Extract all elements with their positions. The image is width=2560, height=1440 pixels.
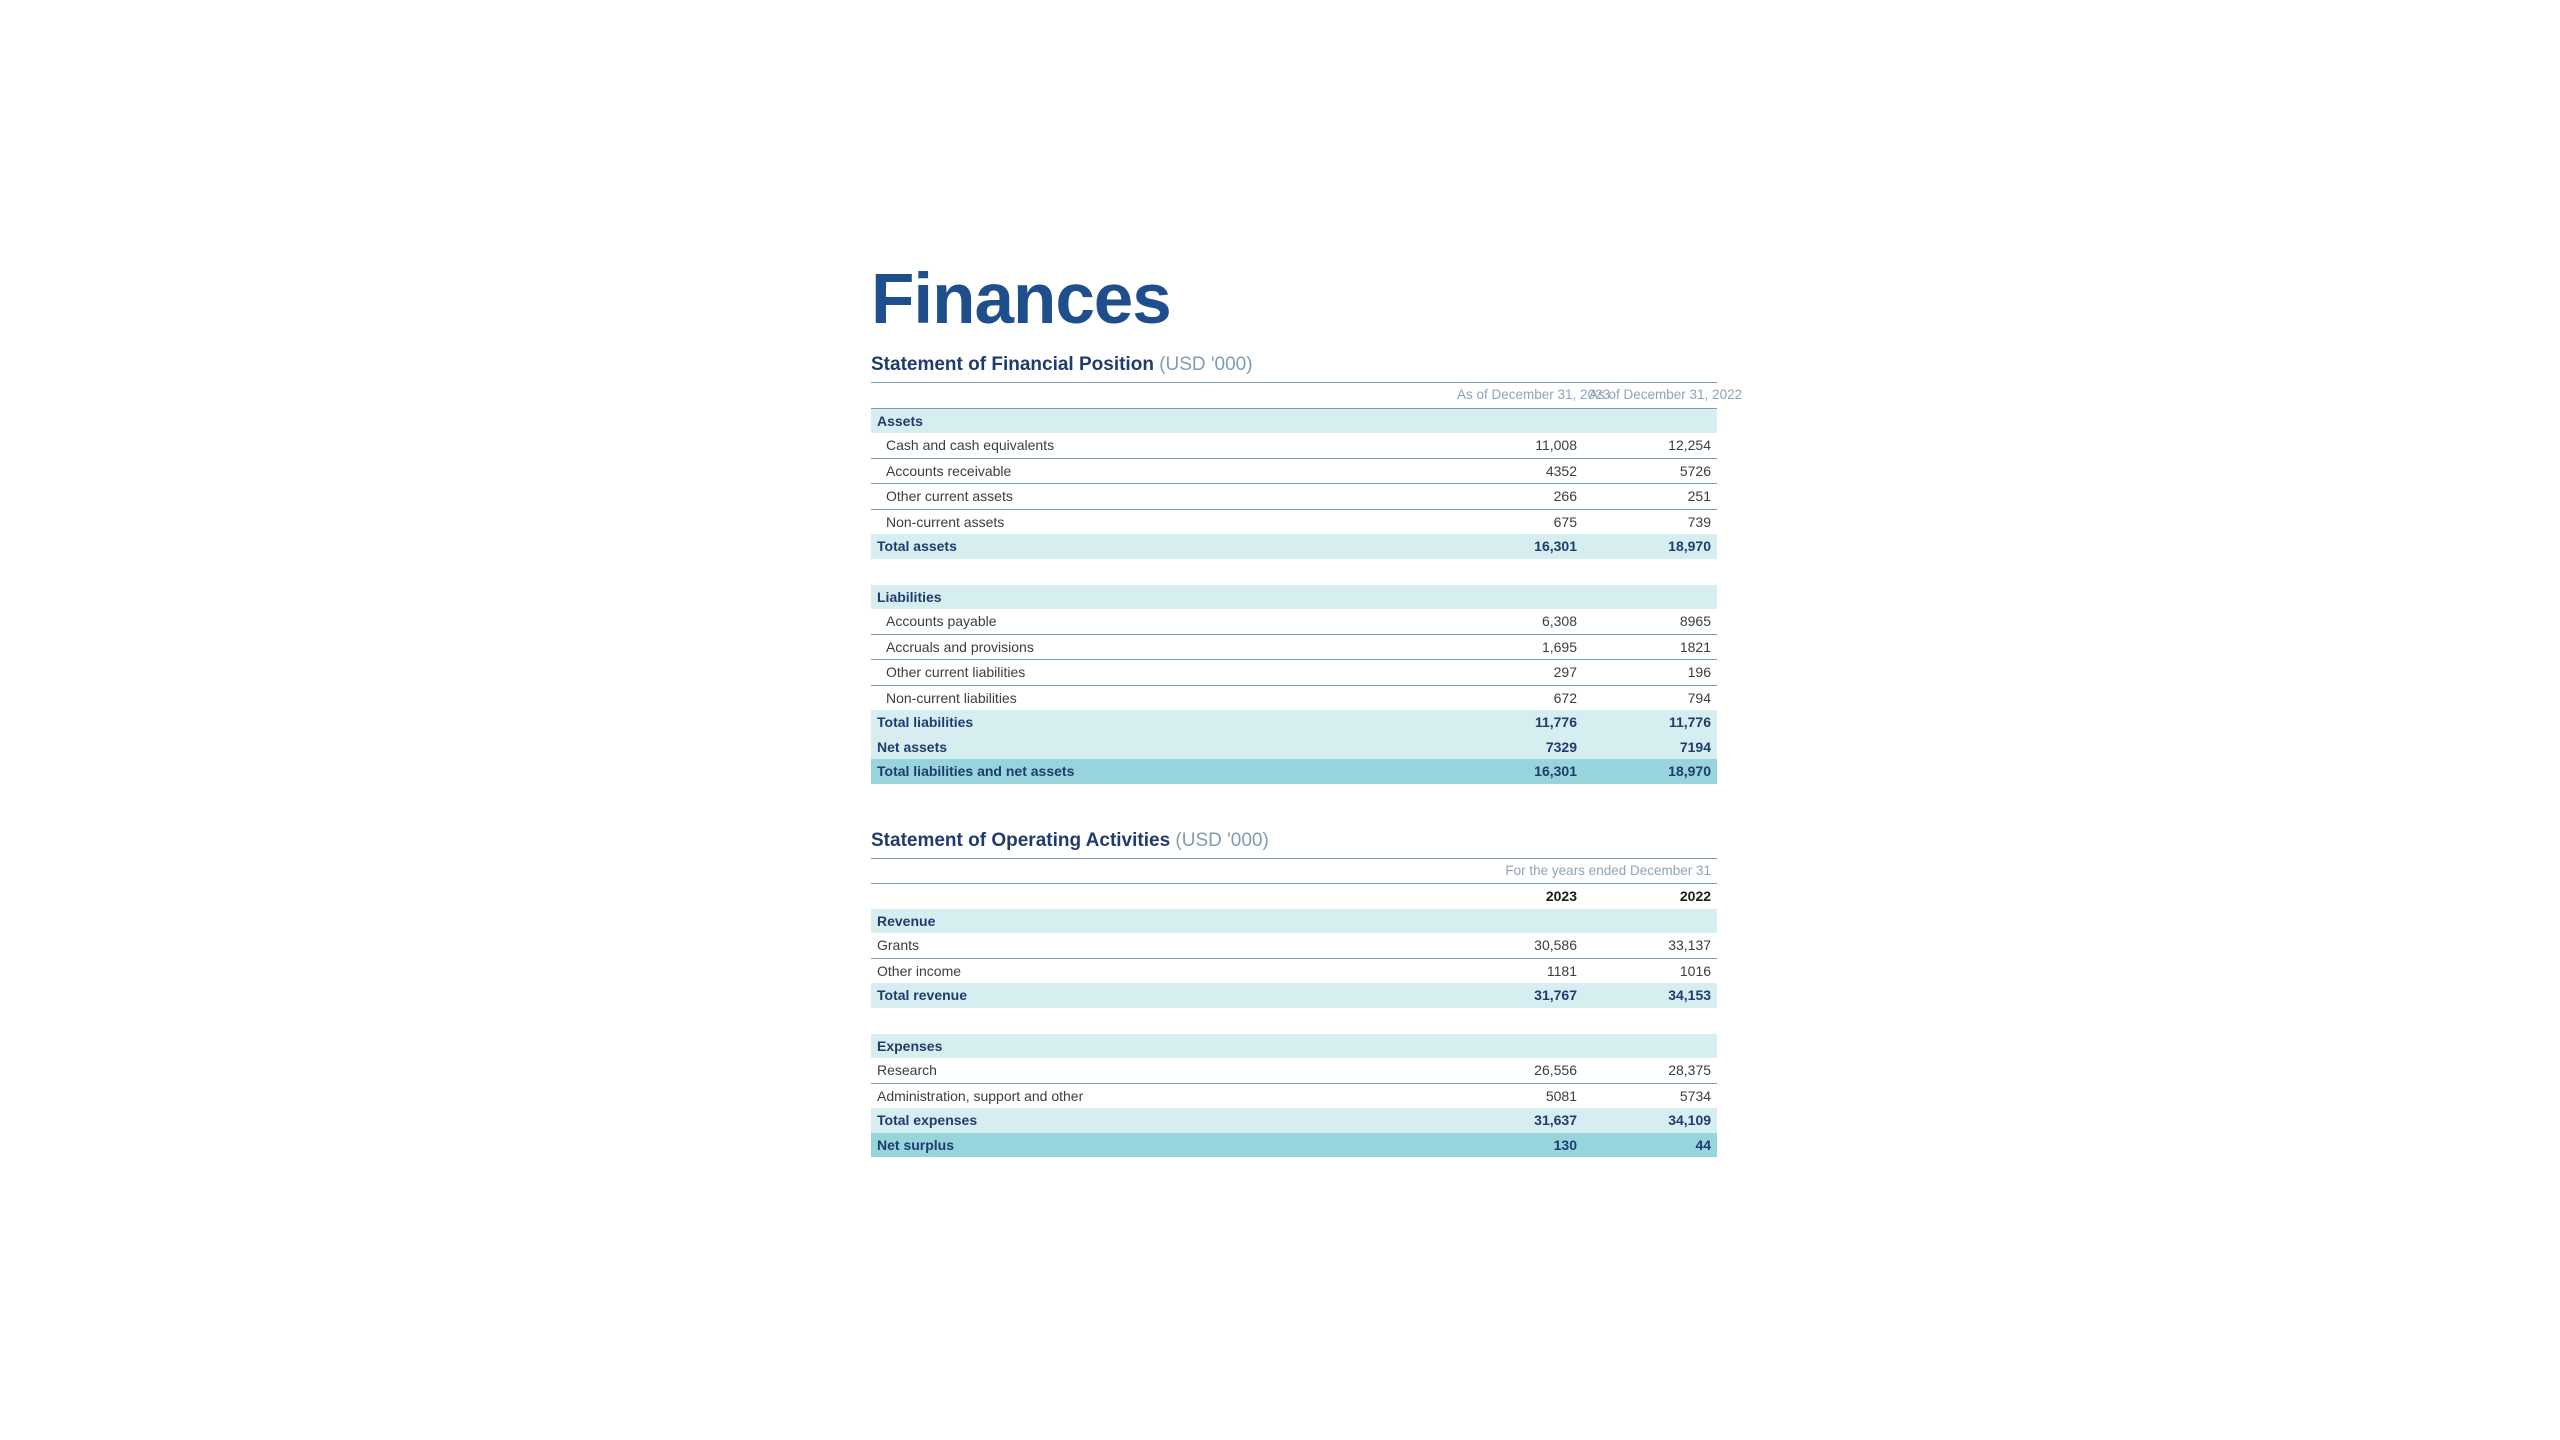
total-label: Total assets (871, 534, 1451, 559)
row-label: Other current assets (871, 484, 1451, 510)
net-surplus-label: Net surplus (871, 1133, 1451, 1158)
table-row (871, 509, 1717, 534)
header-year-2023: 2023 (1545, 888, 1577, 904)
category-label: Revenue (871, 909, 1451, 934)
table-row (871, 1058, 1717, 1083)
grand-total-label: Total liabilities and net assets (871, 759, 1451, 784)
total-value-2022: 34,153 (1583, 983, 1717, 1008)
table-row (871, 660, 1717, 686)
row-value-2023: 6,308 (1451, 609, 1583, 634)
period-header-row (871, 858, 1717, 884)
category-label: Assets (871, 408, 1451, 433)
row-label: Other income (877, 962, 962, 979)
row-label: Administration, support and other (877, 1087, 1084, 1104)
net-assets-value-2023: 7329 (1451, 735, 1583, 760)
row-value-2023: 672 (1553, 689, 1577, 706)
total-label: Total expenses (871, 1108, 1451, 1133)
row-label: Accounts payable (871, 609, 1451, 634)
financial-position-title: Statement of Financial Position (871, 354, 1154, 375)
row-value-2023: 266 (1451, 484, 1583, 510)
category-label: Liabilities (871, 585, 1451, 610)
row-value-2022: 794 (1687, 689, 1711, 706)
row-label: Research (871, 1058, 1451, 1083)
header-2022: As of December 31, 2022 (1583, 383, 1717, 409)
row-value-2023: 4352 (1451, 458, 1583, 484)
table-row (871, 685, 1717, 710)
table-row (871, 433, 1717, 458)
spacer-row (871, 1008, 1717, 1034)
net-assets-label: Net assets (871, 735, 1451, 760)
financial-position-table (871, 382, 1743, 784)
years-header-row (871, 884, 1717, 909)
table-row (871, 458, 1717, 484)
row-label: Accruals and provisions (871, 634, 1451, 660)
table-row (871, 933, 1717, 958)
table-row (871, 958, 1717, 983)
row-value-2022: 196 (1583, 660, 1717, 686)
row-value-2022: 28,375 (1583, 1058, 1717, 1083)
table-row (871, 609, 1717, 634)
net-surplus-value-2023: 130 (1451, 1133, 1583, 1158)
page-title: Finances (871, 260, 1171, 339)
row-value-2023: 1,695 (1451, 634, 1583, 660)
total-value-2022: 11,776 (1583, 710, 1717, 735)
total-row-revenue (871, 983, 1717, 1008)
category-row-liabilities (871, 585, 1717, 610)
finances-page (871, 255, 1743, 1157)
total-value-2022: 18,970 (1583, 534, 1717, 559)
row-label: Cash and cash equivalents (871, 433, 1451, 458)
header-2023: As of December 31, 2023 (1451, 383, 1583, 409)
row-value-2023: 30,586 (1451, 933, 1583, 958)
net-surplus-row (871, 1133, 1717, 1158)
total-label: Total revenue (871, 983, 1451, 1008)
row-value-2023: 26,556 (1451, 1058, 1583, 1083)
row-label: Accounts receivable (871, 458, 1451, 484)
row-value-2022: 1821 (1583, 634, 1717, 660)
row-value-2023: 5081 (1545, 1087, 1577, 1104)
operating-activities-unit: (USD '000) (1175, 829, 1269, 851)
row-value-2022: 1016 (1679, 962, 1712, 979)
category-row-assets (871, 408, 1717, 433)
row-label: Non-current liabilities (886, 689, 1017, 706)
row-value-2022: 5726 (1583, 458, 1717, 484)
row-value-2022: 8965 (1583, 609, 1717, 634)
operating-activities-heading (871, 824, 1717, 858)
row-value-2023: 1181 (1546, 962, 1577, 979)
row-label: Other current liabilities (871, 660, 1451, 686)
grand-total-row (871, 759, 1717, 784)
period-label: For the years ended December 31 (871, 858, 1717, 884)
category-label: Expenses (871, 1034, 1451, 1059)
row-value-2023: 675 (1553, 513, 1577, 530)
category-row-revenue (871, 909, 1717, 934)
total-row-assets (871, 534, 1717, 559)
total-value-2023: 11,776 (1451, 710, 1583, 735)
row-value-2022: 739 (1687, 513, 1711, 530)
table-row (871, 634, 1717, 660)
operating-activities-title: Statement of Operating Activities (871, 829, 1171, 851)
operating-activities-table (871, 858, 1717, 1158)
header-blank (871, 383, 1451, 409)
category-row-expenses (871, 1034, 1717, 1059)
net-assets-value-2022: 7194 (1583, 735, 1717, 760)
total-value-2023: 31,637 (1451, 1108, 1583, 1133)
total-value-2023: 16,301 (1451, 534, 1583, 559)
spacer-row (871, 559, 1717, 585)
total-value-2023: 31,767 (1451, 983, 1583, 1008)
row-label: Non-current assets (886, 513, 1005, 530)
row-value-2022: 33,137 (1583, 933, 1717, 958)
row-value-2022: 12,254 (1583, 433, 1717, 458)
row-value-2022: 251 (1583, 484, 1717, 510)
grand-total-value-2023: 16,301 (1451, 759, 1583, 784)
row-value-2023: 297 (1451, 660, 1583, 686)
table-row (871, 1083, 1717, 1108)
total-value-2022: 34,109 (1583, 1108, 1717, 1133)
total-row-liabilities (871, 710, 1717, 735)
row-value-2022: 5734 (1679, 1087, 1712, 1104)
net-assets-row (871, 735, 1717, 760)
header-year-2022: 2022 (1679, 888, 1712, 904)
financial-position-heading (871, 348, 1717, 382)
row-value-2023: 11,008 (1451, 433, 1583, 458)
table-header-row (871, 383, 1717, 409)
total-row-expenses (871, 1108, 1717, 1133)
total-label: Total liabilities (871, 710, 1451, 735)
grand-total-value-2022: 18,970 (1583, 759, 1717, 784)
row-label: Grants (871, 933, 1451, 958)
financial-position-unit: (USD '000) (1159, 354, 1253, 375)
net-surplus-value-2022: 44 (1583, 1133, 1717, 1158)
table-row (871, 484, 1717, 510)
